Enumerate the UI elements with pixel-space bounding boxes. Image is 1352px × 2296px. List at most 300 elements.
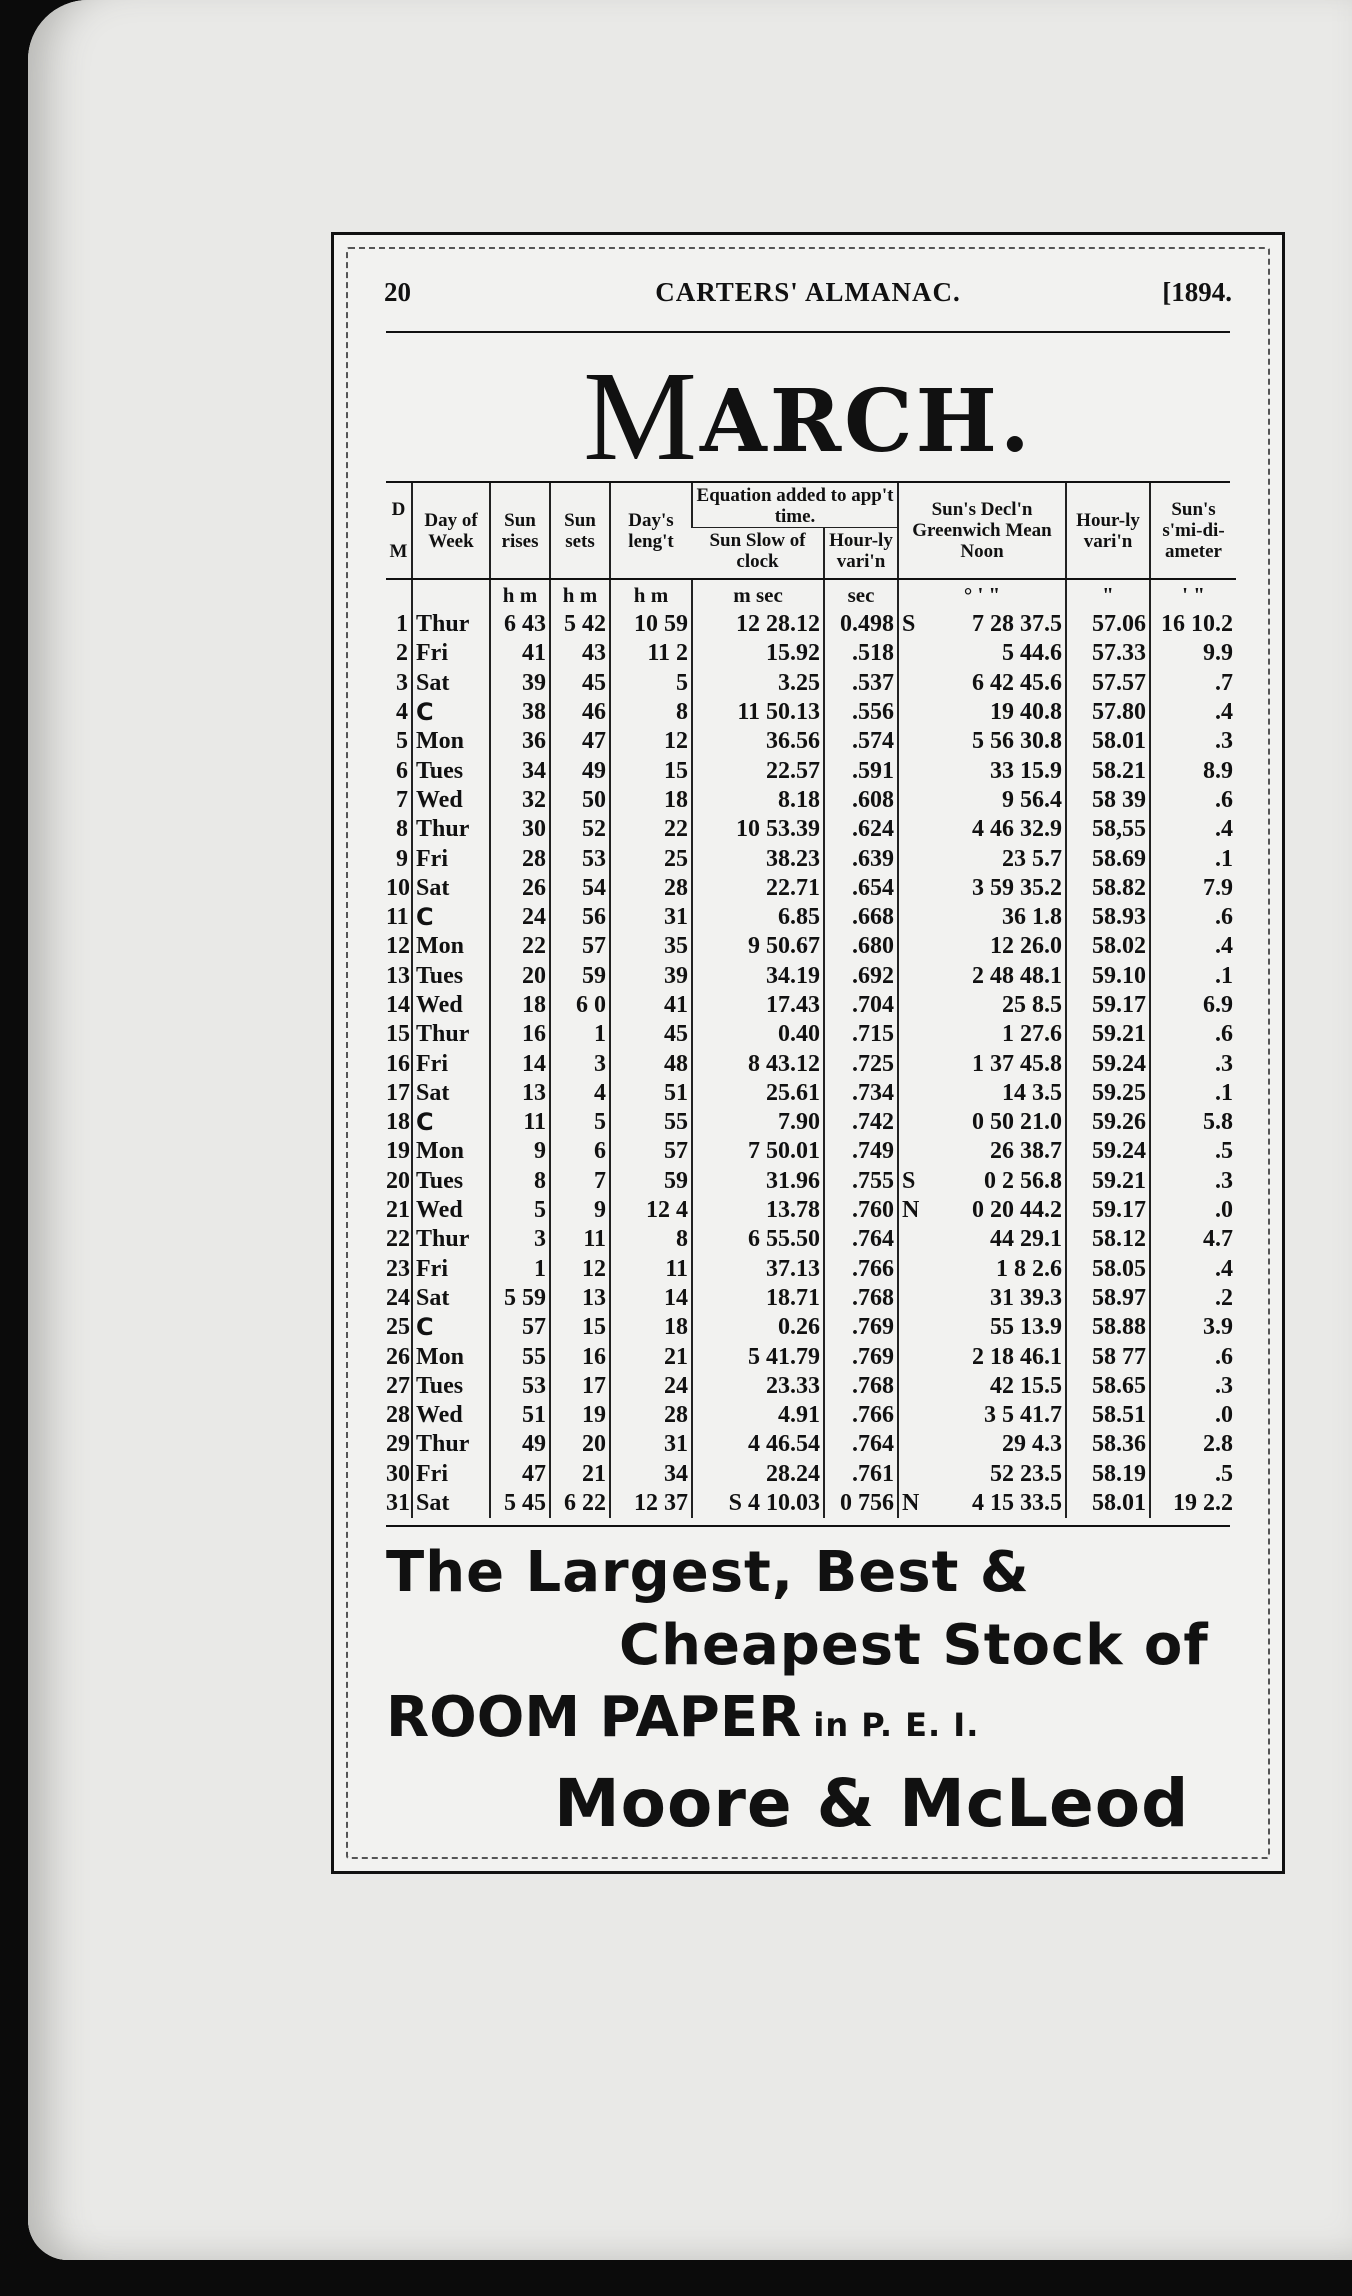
declination [898,932,1066,961]
sun-slow: 17.43 [692,991,824,1020]
sun-slow: 7 50.01 [692,1137,824,1166]
decl-hourly: 59.17 [1066,1196,1150,1225]
sun-slow: 10 53.39 [692,815,824,844]
decl-hourly: 59.21 [1066,1020,1150,1049]
sun-slow: 11 50.13 [692,698,824,727]
decl-hourly: 58.01 [1066,1489,1150,1518]
almanac-title: CARTERS' ALMANAC. [655,277,961,307]
sun-slow: 28.24 [692,1460,824,1489]
month-initial: M [583,345,700,487]
table-row [386,932,1236,961]
decl-value: 55 13.9 [990,1314,1063,1341]
day-number: 9 [396,845,408,872]
hourly-variation: .715 [824,1020,898,1049]
days-length: 31 [610,1430,692,1459]
day-of-week: Fri [412,1255,490,1284]
sun-sets: 13 [550,1284,610,1313]
day-of-week: Sat [412,1079,490,1108]
semidiameter: .1 [1150,962,1236,991]
decl-value: 1 27.6 [1002,1021,1063,1048]
sun-sets: 11 [550,1225,610,1254]
sun-slow: 4 46.54 [692,1430,824,1459]
sun-slow: 12 28.12 [692,610,824,639]
declination [898,610,1066,639]
sun-slow: 0.26 [692,1313,824,1342]
almanac-table [386,483,1236,1518]
day-of-week: Wed [412,786,490,815]
sun-sets: 1 [550,1020,610,1049]
sun-sets: 56 [550,903,610,932]
sun-sets: 12 [550,1255,610,1284]
day-of-week: Tues [412,1167,490,1196]
day-number: 23 [386,1255,410,1282]
declination [898,1284,1066,1313]
day-of-week: Wed [412,1401,490,1430]
decl-value: 1 8 2.6 [996,1255,1063,1282]
day-of-week: Fri [412,1460,490,1489]
sun-sets: 57 [550,932,610,961]
sun-rises: 9 [490,1137,550,1166]
day-of-week: Mon [412,727,490,756]
col-equation-group: Equation added to app't time. [692,483,898,528]
day-number: 16 [386,1050,410,1077]
days-length: 55 [610,1108,692,1137]
sun-sets: 7 [550,1167,610,1196]
decl-value: 6 42 45.6 [972,669,1063,696]
sun-slow: 3.25 [692,669,824,698]
hourly-variation: .704 [824,991,898,1020]
decl-value: 5 56 30.8 [972,728,1063,755]
table-row [386,1196,1236,1225]
sun-sets: 15 [550,1313,610,1342]
sun-rises: 5 45 [490,1489,550,1518]
hourly-variation: .639 [824,844,898,873]
days-length: 22 [610,815,692,844]
sun-slow: 15.92 [692,639,824,668]
unit-cell: h m [610,579,692,610]
decl-hourly: 58.69 [1066,844,1150,873]
sun-rises: 14 [490,1049,550,1078]
days-length: 35 [610,932,692,961]
sun-sets: 50 [550,786,610,815]
sun-sets: 16 [550,1342,610,1371]
days-length: 12 37 [610,1489,692,1518]
decl-hourly: 58.12 [1066,1225,1150,1254]
decl-value: 4 46 32.9 [972,816,1063,843]
sun-sets: 54 [550,874,610,903]
table-row [386,1460,1236,1489]
declination [898,991,1066,1020]
semidiameter: 19 2.2 [1150,1489,1236,1518]
table-row [386,639,1236,668]
table-row [386,1284,1236,1313]
decl-hourly: 58 39 [1066,786,1150,815]
semidiameter: .0 [1150,1196,1236,1225]
semidiameter: .6 [1150,786,1236,815]
day-number: 14 [386,992,410,1018]
hourly-variation: .556 [824,698,898,727]
day-number: 6 [396,757,408,784]
days-length: 28 [610,874,692,903]
declination [898,1372,1066,1401]
day-of-week: Fri [412,844,490,873]
days-length: 28 [610,1401,692,1430]
sun-slow: 22.57 [692,756,824,785]
hourly-variation: .755 [824,1167,898,1196]
decl-direction: S [902,611,916,638]
header-row [386,483,1236,528]
sun-slow: 36.56 [692,727,824,756]
sun-slow: 4.91 [692,1401,824,1430]
sun-slow: 6.85 [692,903,824,932]
hourly-variation: .654 [824,874,898,903]
day-number: 24 [386,1284,410,1311]
days-length: 21 [610,1342,692,1371]
advert-line-1: The Largest, Best & [386,1540,1030,1605]
head-rule [386,331,1230,333]
sun-rises: 41 [490,639,550,668]
day-of-week: Tues [412,1372,490,1401]
day-number: 31 [386,1490,410,1517]
decl-hourly: 59.10 [1066,962,1150,991]
month-rest: ARCH. [699,371,1033,472]
sun-slow: 7.90 [692,1108,824,1137]
days-length: 41 [610,991,692,1020]
col-semidiameter: Sun's s'mi-di-ameter [1150,483,1236,579]
sun-sets: 21 [550,1460,610,1489]
day-of-week: Wed [412,1196,490,1225]
decl-hourly: 59.24 [1066,1137,1150,1166]
hourly-variation: .742 [824,1108,898,1137]
decl-value: 5 44.6 [1002,640,1063,667]
day-of-week: Thur [412,1430,490,1459]
sun-rises: 51 [490,1401,550,1430]
sun-rises: 8 [490,1167,550,1196]
sun-slow: 13.78 [692,1196,824,1225]
sun-rises: 20 [490,962,550,991]
declination [898,1196,1066,1225]
sun-slow: 5 41.79 [692,1342,824,1371]
hourly-variation: .766 [824,1401,898,1430]
day-number: 28 [386,1402,410,1429]
col-decl-hourly: Hour-ly vari'n [1066,483,1150,579]
hourly-variation: .769 [824,1342,898,1371]
decl-value: 7 28 37.5 [972,611,1063,638]
days-length: 34 [610,1460,692,1489]
decl-hourly: 58 77 [1066,1342,1150,1371]
sun-rises: 13 [490,1079,550,1108]
table-row [386,874,1236,903]
day-of-week: Fri [412,1049,490,1078]
days-length: 57 [610,1137,692,1166]
hourly-variation: .668 [824,903,898,932]
unit-cell: m sec [692,579,824,610]
declination [898,1167,1066,1196]
decl-value: 2 48 48.1 [972,962,1063,989]
declination [898,1079,1066,1108]
sun-sets: 49 [550,756,610,785]
table-row [386,903,1236,932]
day-number: 26 [386,1343,410,1370]
days-length: 8 [610,1225,692,1254]
decl-hourly: 57.80 [1066,698,1150,727]
hourly-variation: .537 [824,669,898,698]
col-sun-slow: Sun Slow of clock [692,528,824,580]
sun-slow: 9 50.67 [692,932,824,961]
semidiameter: .3 [1150,1167,1236,1196]
table-row [386,1372,1236,1401]
day-number: 4 [396,699,408,726]
hourly-variation: .591 [824,756,898,785]
table-row [386,1049,1236,1078]
sun-sets: 6 22 [550,1489,610,1518]
day-number: 10 [386,874,410,901]
day-number: 27 [386,1372,410,1399]
col-day-of-week: Day of Week [412,483,490,579]
semidiameter: .7 [1150,669,1236,698]
days-length: 59 [610,1167,692,1196]
day-number: 12 [386,933,410,960]
table-row [386,844,1236,873]
units-row [386,579,1236,610]
sun-slow: 37.13 [692,1255,824,1284]
hourly-variation: .760 [824,1196,898,1225]
day-number: 21 [386,1197,410,1224]
decl-hourly: 58.05 [1066,1255,1150,1284]
day-number: 11 [386,904,409,931]
hourly-variation: 0.498 [824,610,898,639]
hourly-variation: .680 [824,932,898,961]
days-length: 11 [610,1255,692,1284]
days-length: 51 [610,1079,692,1108]
table-row [386,610,1236,639]
declination [898,1460,1066,1489]
day-number: 2 [396,640,408,667]
sun-slow: 8.18 [692,786,824,815]
sun-rises: 28 [490,844,550,873]
sun-sets: 59 [550,962,610,991]
day-number: 17 [386,1079,410,1106]
declination [898,639,1066,668]
sun-sets: 6 0 [550,991,610,1020]
days-length: 31 [610,903,692,932]
sun-rises: 5 59 [490,1284,550,1313]
day-of-week: Thur [412,610,490,639]
hourly-variation: .768 [824,1372,898,1401]
col-d-m: D M [386,483,412,579]
sun-sets: 46 [550,698,610,727]
sun-slow: 31.96 [692,1167,824,1196]
decl-value: 36 1.8 [1002,904,1063,931]
days-length: 24 [610,1372,692,1401]
semidiameter: .0 [1150,1401,1236,1430]
declination [898,669,1066,698]
day-number: 5 [396,728,408,755]
decl-hourly: 57.06 [1066,610,1150,639]
unit-cell: h m [490,579,550,610]
declination [898,1489,1066,1518]
sun-slow: 0.40 [692,1020,824,1049]
semidiameter: .3 [1150,727,1236,756]
day-of-week: Mon [412,1137,490,1166]
decl-value: 52 23.5 [990,1460,1063,1487]
day-of-week: C [412,1108,490,1137]
semidiameter: 9.9 [1150,639,1236,668]
hourly-variation: .725 [824,1049,898,1078]
declination [898,1342,1066,1371]
day-of-week: Sat [412,874,490,903]
sun-rises: 5 [490,1196,550,1225]
semidiameter: 5.8 [1150,1108,1236,1137]
sun-sets: 43 [550,639,610,668]
day-of-week: Tues [412,756,490,785]
hourly-variation: .692 [824,962,898,991]
table-row [386,1401,1236,1430]
table-row [386,1137,1236,1166]
decl-hourly: 58.19 [1066,1460,1150,1489]
decl-value: 23 5.7 [1002,845,1063,872]
decl-value: 1 37 45.8 [972,1050,1063,1077]
declination [898,1430,1066,1459]
running-head [384,277,1232,317]
sun-sets: 19 [550,1401,610,1430]
decl-direction: N [902,1490,920,1517]
table-row [386,698,1236,727]
declination [898,786,1066,815]
semidiameter: .6 [1150,1342,1236,1371]
days-length: 14 [610,1284,692,1313]
sun-rises: 39 [490,669,550,698]
advert-room-paper: ROOM PAPER [386,1685,802,1750]
unit-cell: ' " [1150,579,1236,610]
table-row [386,786,1236,815]
sun-sets: 45 [550,669,610,698]
semidiameter: .5 [1150,1137,1236,1166]
decl-value: 0 20 44.2 [972,1197,1063,1224]
hourly-variation: .764 [824,1430,898,1459]
advert-rule [386,1525,1230,1527]
days-length: 48 [610,1049,692,1078]
sun-sets: 9 [550,1196,610,1225]
almanac-body [386,579,1236,1518]
decl-hourly: 58.97 [1066,1284,1150,1313]
decl-value: 12 26.0 [990,933,1063,960]
sun-slow: 6 55.50 [692,1225,824,1254]
decl-hourly: 58.88 [1066,1313,1150,1342]
semidiameter: .1 [1150,1079,1236,1108]
table-row [386,727,1236,756]
decl-hourly: 58.93 [1066,903,1150,932]
hourly-variation: .624 [824,815,898,844]
unit-cell: " [1066,579,1150,610]
declination [898,874,1066,903]
sun-sets: 5 42 [550,610,610,639]
sun-sets: 52 [550,815,610,844]
year: [1894. [1162,277,1232,307]
day-of-week: Tues [412,962,490,991]
semidiameter: 6.9 [1150,991,1236,1020]
sun-sets: 53 [550,844,610,873]
day-number: 13 [386,962,410,989]
day-number: 7 [396,786,408,813]
sun-rises: 6 43 [490,610,550,639]
days-length: 11 2 [610,639,692,668]
declination [898,756,1066,785]
day-number: 3 [396,669,408,696]
day-number: 8 [396,816,408,843]
declination [898,1225,1066,1254]
table-row [386,1020,1236,1049]
sun-slow: 34.19 [692,962,824,991]
declination [898,1255,1066,1284]
advert-line-3 [386,1685,1230,1750]
days-length: 15 [610,756,692,785]
semidiameter: .6 [1150,903,1236,932]
semidiameter: .3 [1150,1049,1236,1078]
decl-hourly: 58.21 [1066,756,1150,785]
day-number: 15 [386,1021,410,1048]
hourly-variation: 0 756 [824,1489,898,1518]
days-length: 10 59 [610,610,692,639]
day-of-week: Mon [412,932,490,961]
declination [898,1020,1066,1049]
hourly-variation: .768 [824,1284,898,1313]
declination [898,1108,1066,1137]
decl-hourly: 57.57 [1066,669,1150,698]
day-number: 30 [386,1460,410,1487]
almanac-frame [331,232,1285,1874]
sun-rises: 11 [490,1108,550,1137]
day-number: 1 [396,611,408,638]
decl-value: 25 8.5 [1002,992,1063,1018]
month-title [334,343,1282,490]
sun-rises: 55 [490,1342,550,1371]
sun-slow: 23.33 [692,1372,824,1401]
decl-hourly: 58.65 [1066,1372,1150,1401]
sun-sets: 47 [550,727,610,756]
days-length: 18 [610,1313,692,1342]
hourly-variation: .766 [824,1255,898,1284]
days-length: 25 [610,844,692,873]
day-number: 18 [386,1109,410,1136]
day-of-week: Thur [412,1225,490,1254]
table-row [386,1255,1236,1284]
declination [898,698,1066,727]
day-of-week: Fri [412,639,490,668]
hourly-variation: .518 [824,639,898,668]
decl-hourly: 59.25 [1066,1079,1150,1108]
declination [898,962,1066,991]
days-length: 39 [610,962,692,991]
day-of-week: Sat [412,1489,490,1518]
days-length: 12 4 [610,1196,692,1225]
decl-value: 3 59 35.2 [972,874,1063,901]
days-length: 18 [610,786,692,815]
semidiameter: 7.9 [1150,874,1236,903]
declination [898,1401,1066,1430]
sun-rises: 1 [490,1255,550,1284]
semidiameter: 8.9 [1150,756,1236,785]
semidiameter: 2.8 [1150,1430,1236,1459]
advert-line-2: Cheapest Stock of [619,1613,1209,1678]
decl-hourly: 58.01 [1066,727,1150,756]
decl-value: 0 50 21.0 [972,1109,1063,1136]
decl-hourly: 58,55 [1066,815,1150,844]
decl-hourly: 58.51 [1066,1401,1150,1430]
advert-company: Moore & McLeod [554,1765,1190,1842]
semidiameter: .5 [1150,1460,1236,1489]
semidiameter: .4 [1150,815,1236,844]
